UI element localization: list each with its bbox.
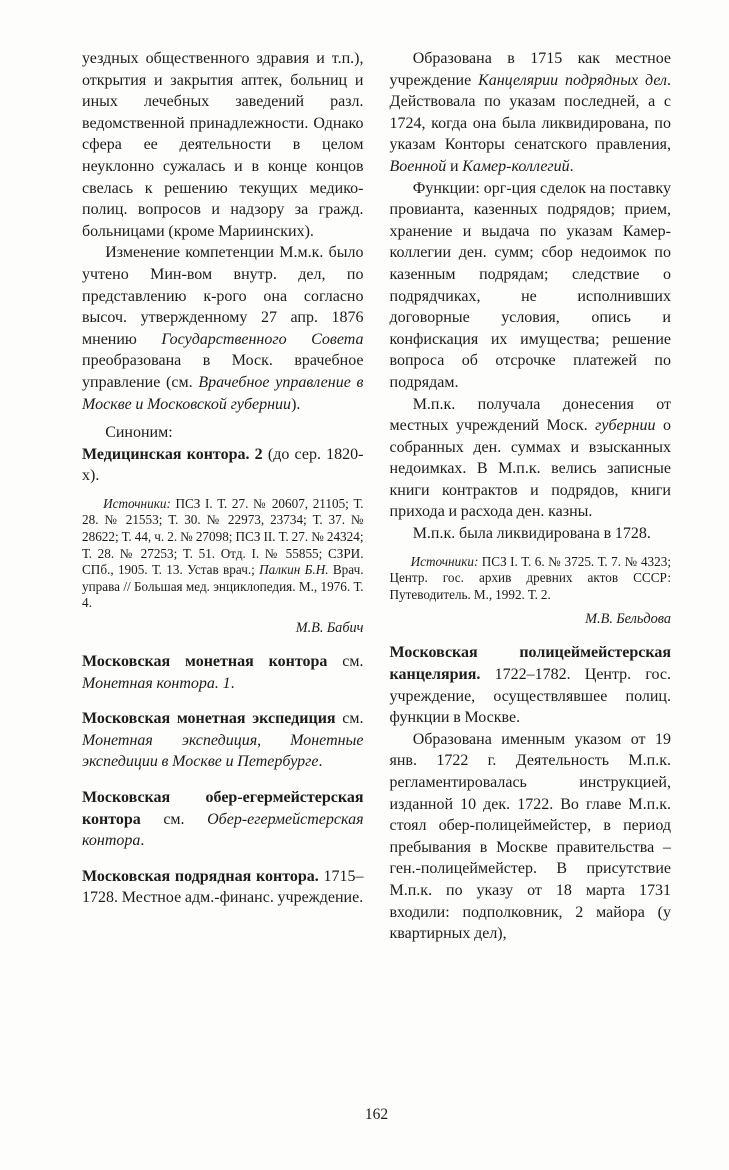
entry-heading bbox=[82, 708, 364, 773]
text-segment: Московская подрядная контора. bbox=[82, 867, 319, 885]
synonym-entry bbox=[82, 444, 364, 487]
text-segment: М.В. Бабич bbox=[295, 620, 364, 637]
text-segment: Государственного Совета bbox=[161, 330, 364, 348]
text-segment: о собранных ден. суммах и взысканных недоимках. В М.п.к. велись записные книги контрактов и подрядов, книги прихода и расхода ден. казны. bbox=[389, 417, 671, 521]
text-segment: уездных общественного здравия и т.п.), открытия и закрытия аптек, больниц и иных лечебных заведений разл. ведомственной принадлежности. Однако сфера ее деятельности в целом неуклонно сужалась и в конце концов свелась к решению текущих медико-полиц. вопросов и надзору за гражд. больницами (кроме Мариинских). bbox=[82, 50, 364, 240]
text-segment: Московская монетная контора bbox=[82, 653, 328, 671]
text-segment: . bbox=[230, 674, 235, 692]
text-segment: Изменение компетенции М.м.к. было учтено Мин-вом внутр. дел, по представлению к-рого она согласно высоч. утвержденному 27 апр. 1876 мнению bbox=[82, 244, 364, 348]
text-segment: Функции: орг-ция сделок на поставку провианта, казенных подрядов; прием, хранение и выдача по указам Камер-коллегии ден. сумм; сбор недоимок по казенным подрядам; следствие о подрядчиках, не исполнивших договорные условия, опись и конфискация их имущества; решение вопроса об отсрочке платежей по подрядам. bbox=[389, 179, 671, 391]
text-segment: Источники: bbox=[410, 553, 479, 569]
paragraph bbox=[390, 523, 672, 545]
text-segment: . bbox=[140, 832, 145, 850]
text-segment: Камер-коллегий bbox=[462, 157, 570, 175]
text-segment: 1722–1782. Центр. гос. учреждение, осуществлявшее полиц. функции в Москве. bbox=[389, 666, 671, 727]
text-segment: 1715–1728. Местное адм.-финанс. учреждение. bbox=[82, 867, 364, 907]
left-column bbox=[82, 48, 364, 909]
text-segment: Московская монетная экспедиция bbox=[82, 710, 336, 728]
text-segment: Канцелярии подрядных дел bbox=[478, 71, 667, 89]
text-segment: Обер-егермейстерская контора bbox=[82, 810, 364, 850]
text-segment: Образована именным указом от 19 янв. 1722 г. Деятельность М.п.к. регламентировалась инструкцией, изданной 10 дек. 1722. Во главе М.п.к. стоял обер-полицеймейстер, в период пребывания в Москве правительства – ген.-полицеймейстер. В присутствие М.п.к. по указу от 18 марта 1731 входили: подполковник, 2 майора (у квартирных дел), bbox=[389, 730, 671, 943]
text-segment: Монетная экспедиция, Монетные экспедиции в Москве и Петербурге bbox=[82, 731, 364, 771]
text-segment: . bbox=[569, 157, 574, 175]
entry-heading bbox=[82, 651, 364, 694]
text-segment: и bbox=[446, 157, 463, 175]
text-segment: см. bbox=[140, 810, 208, 828]
text-segment: Медицинская контора. 2 bbox=[82, 445, 263, 463]
entry-heading bbox=[390, 642, 672, 728]
paragraph bbox=[390, 178, 672, 394]
synonym-label bbox=[82, 422, 364, 444]
text-segment: Врачебное управление в Москве и Московской губернии bbox=[82, 373, 364, 413]
text-segment: . bbox=[318, 753, 323, 771]
text-segment: ПСЗ I. Т. 6. № 3725. Т. 7. № 4323; Центр. гос. архив древних актов СССР: Путеводитель. М., 1992. Т. 2. bbox=[389, 553, 671, 602]
sources-paragraph bbox=[390, 554, 672, 604]
text-segment: Врач. управа // Большая мед. энциклопедия. М., 1976. Т. 4. bbox=[82, 562, 364, 611]
page-number: 162 bbox=[364, 1106, 389, 1123]
text-columns bbox=[82, 48, 671, 945]
text-segment: Военной bbox=[389, 157, 447, 175]
text-segment: ПСЗ I. Т. 27. № 20607, 21105; Т. 28. № 21553; Т. 30. № 22973, 23734; Т. 37. № 28622; Т. 44, ч. 2. № 27098; ПСЗ II. Т. 27. № 24324; Т. 28. № 27253; Т. 51. Отд. I. № 55855; СЗРИ. СПб., 1905. Т. 13. Устав врач.; bbox=[82, 495, 364, 578]
sources-paragraph bbox=[82, 496, 364, 612]
entry-heading bbox=[82, 787, 364, 852]
text-segment: М.п.к. получала донесения от местных учреждений Моск. bbox=[389, 395, 671, 435]
text-segment: Монетная контора. 1 bbox=[82, 674, 231, 692]
text-segment: М.п.к. была ликвидирована в 1728. bbox=[412, 525, 651, 543]
text-segment: преобразована в Моск. врачебное управление (см. bbox=[82, 352, 364, 391]
author-signature bbox=[390, 610, 672, 628]
text-segment: Образована в 1715 как местное учреждение bbox=[389, 50, 671, 89]
entry-heading bbox=[82, 866, 364, 909]
text-segment: см. bbox=[327, 653, 364, 671]
paragraph bbox=[390, 394, 672, 524]
paragraph bbox=[390, 48, 672, 178]
text-segment: М.В. Бельдова bbox=[585, 611, 671, 628]
right-column bbox=[390, 48, 672, 945]
paragraph bbox=[82, 242, 364, 415]
text-segment: Московская полицеймейстерская канцелярия. bbox=[389, 644, 671, 684]
author-signature bbox=[82, 619, 364, 637]
text-segment: Московская обер-егермейстерская контора bbox=[82, 789, 364, 828]
paragraph-continuation bbox=[82, 48, 364, 242]
paragraph bbox=[390, 729, 672, 945]
text-segment: Палкин Б.Н. bbox=[259, 562, 329, 578]
text-segment: губернии bbox=[595, 417, 656, 435]
text-segment: ). bbox=[291, 395, 301, 413]
text-segment: . Действовала по указам последней, а с 1724, когда она была ликвидирована, по указам Конторы сенатского правления, bbox=[389, 71, 671, 154]
text-segment: Синоним: bbox=[105, 424, 173, 442]
text-segment: Источники: bbox=[103, 495, 171, 511]
text-segment: (до сер. 1820-х). bbox=[82, 445, 364, 485]
text-segment: см. bbox=[335, 710, 364, 728]
